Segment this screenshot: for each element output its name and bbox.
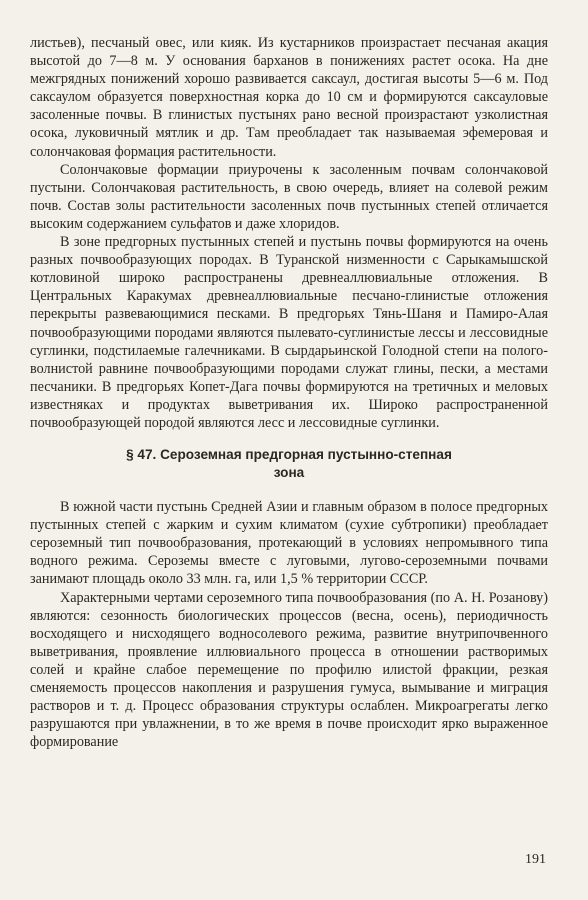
paragraph-solonchak-formations: Солончаковые формации приурочены к засоленным почвам солончаковой пустыни. Солончаковая растительность, в свою очередь, влияет на солевой режим почв. Состав золы растительности засоленных почв пустынных степей отличается высоким содержанием сульфатов и даже хлоридов.	[30, 161, 548, 232]
page-number: 191	[525, 852, 546, 867]
paragraph-parent-rocks: В зоне предгорных пустынных степей и пустынь почвы формируются на очень разных почвообразующих породах. В Туранской низменности с Сарыкамышской котловиной широко распространены древнеаллювиальные отложения. В Центральных Каракумах древнеаллювиальные песчано-глинистые отложения перекрыты развевающимися песками. В предгорьях Тянь-Шаня и Памиро-Алая почвообразующими породами являются пылевато-суглинистые лессы и лессовидные суглинки, подстилаемые галечниками. В сырдарьинской Голодной степи на полого-волнистой равнине почвообразующими породами служат глины, пески, а местами песчаники. В предгорьях Копет-Дага почвы формируются на третичных и меловых известняках и продуктах выветривания их. Широко распространенной почвообразующей породой являются лесс и лессовидные суглинки.	[30, 234, 548, 431]
section-heading	[30, 446, 548, 482]
section-heading-line-2: зона	[273, 465, 305, 481]
section-heading-line-1: § 47. Сероземная предгорная пустынно-степная	[126, 447, 452, 463]
paragraph-serozem-intro: В южной части пустынь Средней Азии и главным образом в полосе предгорных пустынных степей с жарким и сухим климатом (сухие субтропики) преобладает сероземный тип почвообразования, протекающий в условиях непромывного типа водного режима. Сероземы вместе с луговыми, лугово-сероземными почвами занимают площадь около 33 млн. га, или 1,5 % территории СССР.	[30, 499, 548, 588]
paragraph-serozem-features: Характерными чертами сероземного типа почвообразования (по А. Н. Розанову) являются: сезонность биологических процессов (весна, осень), периодичность восходящего и нисходящего водносолевого режима, развитие внутрипочвенного выветривания, проявление иллювиального процесса в отношении растворимых солей и крайне слабое перемещение по профилю илистой фракции, резкая сменяемость процессов накопления и разрушения гумуса, вымывание и миграция растворов и т. д. Процесс образования структуры ослаблен. Микроагрегаты легко разрушаются при увлажнении, в то же время в почве происходит ярко выраженное формирование	[30, 589, 548, 751]
book-page-body	[30, 34, 548, 751]
paragraph-plants-continued: листьев), песчаный овес, или кияк. Из кустарников произрастает песчаная акация высотой до 7—8 м. У основания барханов в понижениях растет осока. На дне межгрядных понижений хорошо развивается саксаул, достигая высоты 5—6 м. Под саксаулом образуется поверхностная корка до 10 см и формируются саксауловые засоленные почвы. В глинистых пустынях рано весной произрастают узколистная осока, луковичный мятлик и др. Там преобладает так называемая эфемеровая и солончаковая формация растительности.	[30, 35, 548, 160]
